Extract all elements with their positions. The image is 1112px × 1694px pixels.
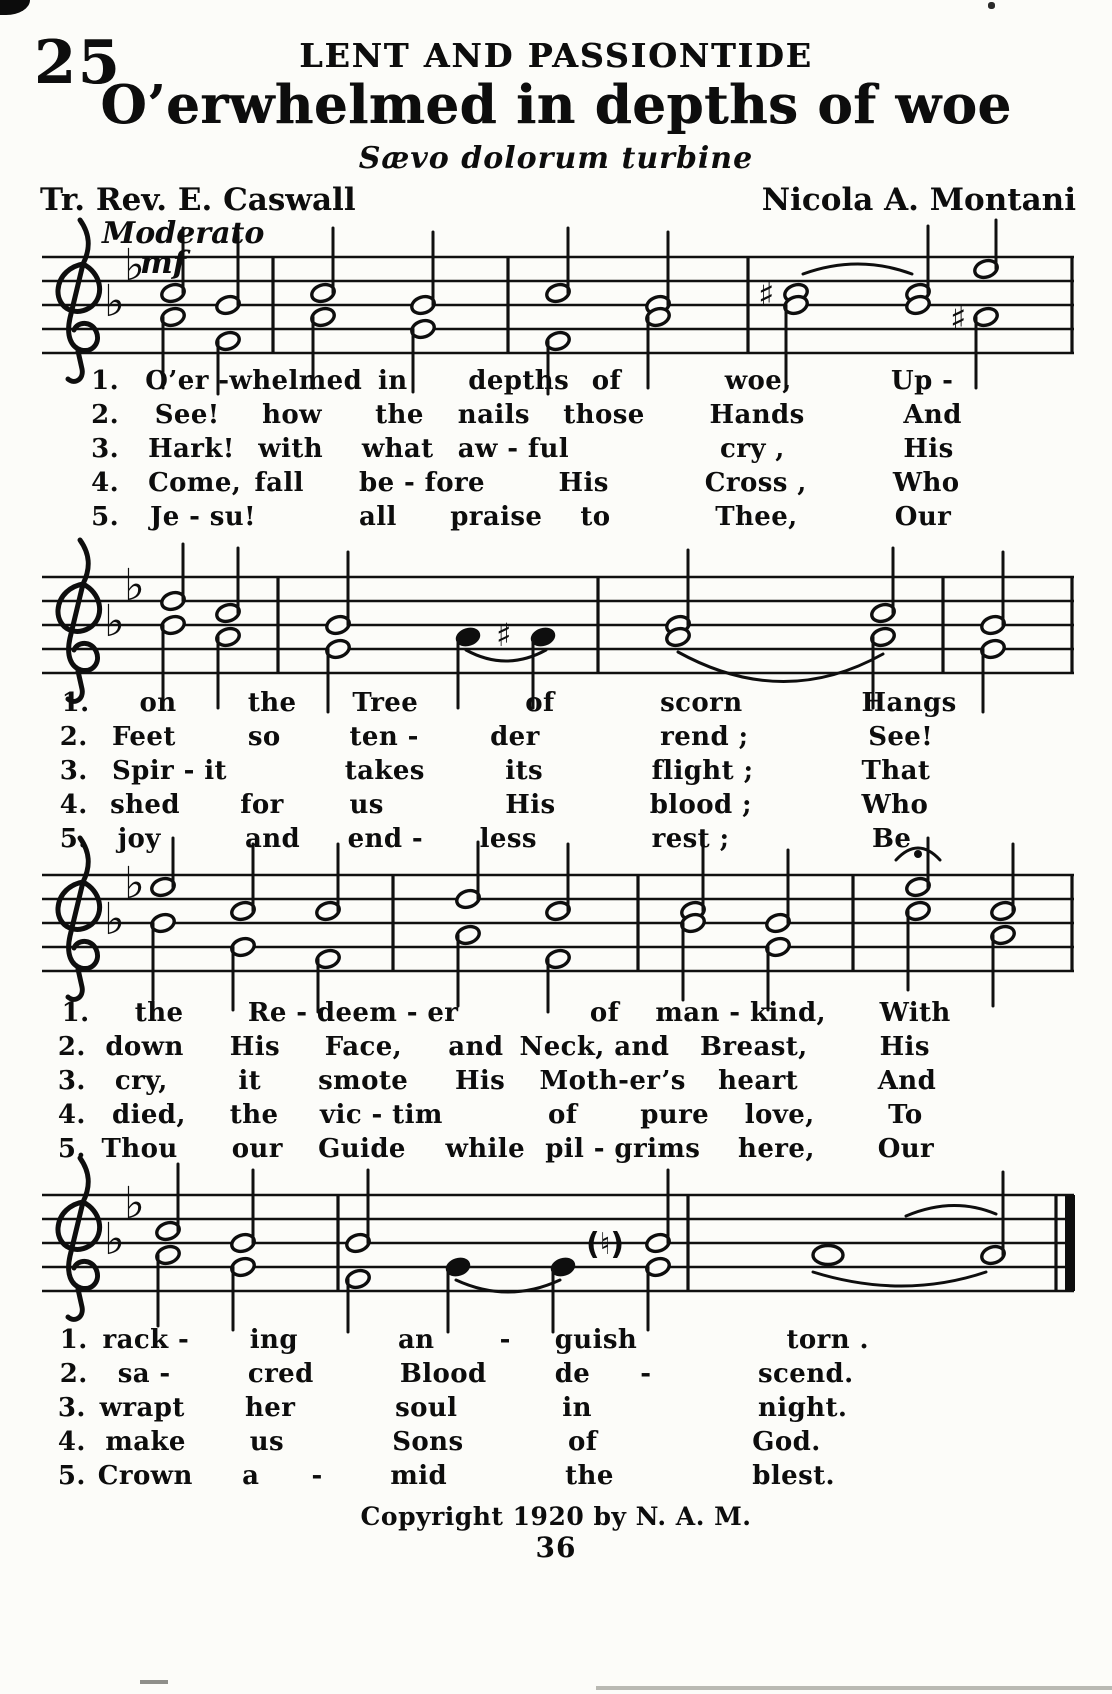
lyric-syllable: cry, <box>114 1066 168 1096</box>
verse-line <box>55 434 1005 468</box>
verse-line <box>55 1427 1005 1461</box>
svg-text:♭: ♭ <box>104 276 125 327</box>
note-chord <box>230 844 257 1010</box>
lyric-syllable: Sons <box>392 1427 464 1457</box>
lyric-syllable: 4. <box>57 1427 86 1457</box>
scan-artifact <box>596 1686 1112 1690</box>
note-chord <box>160 544 187 702</box>
lyric-syllable: Up - <box>891 366 954 396</box>
lyric-syllable: See! <box>868 722 934 752</box>
page-title: O’erwhelmed in depths of woe <box>100 74 1012 136</box>
lyric-syllable: 3. <box>59 756 88 786</box>
lyric-syllable: rend ; <box>660 722 749 752</box>
lyric-syllable: See! <box>154 400 220 430</box>
latin-title: Sævo dolorum turbine <box>358 141 754 176</box>
lyric-syllable: His <box>454 1066 506 1096</box>
lyric-syllable: Guide <box>318 1134 406 1164</box>
natural-sign: (♮) <box>586 1227 625 1262</box>
lyric-syllable: while <box>445 1134 526 1164</box>
lyric-syllable: woe, <box>724 366 792 396</box>
note-chord <box>315 844 342 1012</box>
lyric-syllable: 2. <box>59 722 88 752</box>
lyric-syllable: Spir - it <box>112 756 227 786</box>
lyric-syllable: 4. <box>91 468 120 498</box>
lyric-syllable: of <box>525 688 555 718</box>
copyright-notice: Copyright 1920 by N. A. M. <box>360 1502 752 1531</box>
lyric-syllable: our <box>231 1134 283 1164</box>
verse-line <box>55 366 1005 400</box>
lyric-syllable: the <box>247 688 297 718</box>
note-chord <box>665 550 692 648</box>
lyric-syllable: those <box>563 400 645 430</box>
lyric-syllable: love, <box>744 1100 815 1130</box>
lyric-syllable: With <box>879 998 951 1028</box>
lyric-syllable: end - <box>347 824 424 854</box>
lyric-syllable: pure <box>640 1100 710 1130</box>
svg-text:♭: ♭ <box>104 894 125 945</box>
lyric-syllable: Moth-er’s <box>539 1066 686 1096</box>
lyric-syllable: less <box>479 824 537 854</box>
lyric-syllable: Hands <box>709 400 805 430</box>
lyric-syllable: Je - su! <box>150 502 256 532</box>
lyric-syllable: an <box>397 1325 435 1355</box>
lyric-syllable: and <box>245 824 301 854</box>
lyric-syllable: make <box>105 1427 186 1457</box>
whole-note <box>813 1246 843 1265</box>
lyric-syllable: of <box>548 1100 578 1130</box>
lyric-syllable: Thou <box>101 1134 178 1164</box>
lyric-syllable: His <box>505 790 556 820</box>
note-chord <box>550 1256 577 1332</box>
lyric-syllable: of <box>591 366 622 396</box>
lyric-syllable: 3. <box>57 1066 86 1096</box>
verse-line <box>55 824 1005 858</box>
lyric-syllable: and <box>448 1032 504 1062</box>
lyric-syllable: of <box>568 1427 598 1457</box>
svg-text:♭: ♭ <box>124 240 145 291</box>
lyric-syllable: That <box>861 756 931 786</box>
lyric-syllable: died, <box>112 1100 186 1130</box>
ties <box>466 650 883 682</box>
lyric-syllable: soul <box>395 1393 458 1423</box>
note-chord <box>545 844 572 1012</box>
lyric-syllable: what <box>361 434 434 464</box>
note-chord <box>645 232 672 388</box>
lyric-syllable: Hark! <box>148 434 235 464</box>
lyric-syllable: for <box>240 790 284 820</box>
lyric-syllable: Thee, <box>715 502 798 532</box>
lyric-syllable: Face, <box>324 1032 403 1062</box>
lyric-syllable: her <box>245 1393 296 1423</box>
page-number: 36 <box>535 1531 577 1564</box>
lyric-syllable: Be <box>872 824 912 854</box>
lyric-syllable: Feet <box>112 722 176 752</box>
note-chord <box>905 226 932 316</box>
lyric-syllable: Crown <box>97 1461 193 1491</box>
composer-credit: Nicola A. Montani <box>761 182 1076 218</box>
lyric-syllable: And <box>877 1066 937 1096</box>
lyric-syllable: its <box>505 756 544 786</box>
lyric-syllable: 5. <box>91 502 120 532</box>
lyric-syllable: the <box>229 1100 279 1130</box>
lyric-syllable: His <box>229 1032 281 1062</box>
note-chord <box>310 228 337 388</box>
lyric-syllable: 2. <box>57 1032 86 1062</box>
staff-lines <box>42 1195 1074 1291</box>
verse-block-1 <box>55 366 1005 536</box>
lyric-syllable: night. <box>758 1393 848 1423</box>
lyric-syllable: pil - grims <box>545 1134 701 1164</box>
lyric-syllable: on <box>139 688 177 718</box>
lyric-syllable: sa - <box>117 1359 171 1389</box>
verse-line <box>55 1461 1005 1495</box>
lyric-syllable: in <box>378 366 408 396</box>
note-chord <box>905 838 932 990</box>
lyric-syllable: 1. <box>61 688 90 718</box>
lyric-syllable: der <box>490 722 540 752</box>
lyric-syllable: - <box>499 1325 511 1355</box>
lyric-syllable: 5. <box>59 824 88 854</box>
lyric-syllable: all <box>359 502 397 532</box>
lyric-syllable: His <box>558 468 609 498</box>
lyric-syllable: man - kind, <box>655 998 826 1028</box>
lyric-syllable: fall <box>254 468 304 498</box>
svg-text:♭: ♭ <box>104 596 125 647</box>
verse-line <box>55 1393 1005 1427</box>
lyric-syllable: aw - ful <box>457 434 570 464</box>
treble-clef-icon <box>58 838 100 999</box>
key-signature <box>104 240 145 327</box>
lyric-syllable: a <box>242 1461 260 1491</box>
note-chord <box>445 1256 472 1332</box>
lyric-syllable: scorn <box>660 688 743 718</box>
lyric-syllable: 3. <box>57 1393 86 1423</box>
lyric-syllable: shed <box>110 790 180 820</box>
translator-credit: Tr. Rev. E. Caswall <box>40 182 356 218</box>
lyric-syllable: Come, <box>148 468 242 498</box>
notes <box>150 838 1017 1012</box>
note-chord <box>870 548 897 708</box>
lyric-syllable: it <box>238 1066 262 1096</box>
lyric-syllable: heart <box>718 1066 799 1096</box>
verse-line <box>55 1359 1005 1393</box>
notes <box>160 544 1007 712</box>
verse-line <box>55 1066 1005 1100</box>
lyric-syllable: the <box>134 998 184 1028</box>
lyric-syllable: Breast, <box>700 1032 808 1062</box>
lyric-syllable: depths <box>468 366 570 396</box>
verse-line <box>55 998 1005 1032</box>
lyric-syllable: guish <box>554 1325 638 1355</box>
lyric-syllable: blest. <box>752 1461 835 1491</box>
dynamic-marking: mf <box>140 245 187 281</box>
sharp-sign: ♯ <box>496 616 512 654</box>
lyric-syllable: how <box>262 400 322 430</box>
lyric-syllable: 1. <box>61 998 90 1028</box>
lyric-syllable: - <box>640 1359 652 1389</box>
scan-artifact <box>0 0 30 15</box>
lyric-syllable: takes <box>344 756 425 786</box>
lyric-syllable: Our <box>877 1134 935 1164</box>
lyric-syllable: us <box>249 1427 285 1457</box>
staff-4 <box>36 1150 1080 1340</box>
lyric-syllable: nails <box>457 400 530 430</box>
note-chord <box>150 838 177 1000</box>
lyric-syllable: 2. <box>59 1359 88 1389</box>
verse-line <box>55 790 1005 824</box>
tempo-marking: Moderato <box>102 216 265 251</box>
note-chord <box>215 548 242 708</box>
verse-line <box>55 1100 1005 1134</box>
lyric-syllable: of <box>589 998 620 1028</box>
lyric-syllable: rest ; <box>651 824 730 854</box>
scan-artifact <box>988 2 995 9</box>
verse-line <box>55 1032 1005 1066</box>
lyric-syllable: 4. <box>59 790 88 820</box>
lyric-syllable: smote <box>318 1066 409 1096</box>
lyric-syllable: Tree <box>352 688 419 718</box>
verse-line <box>55 722 1005 756</box>
lyric-syllable: And <box>903 400 962 430</box>
lyric-syllable: To <box>888 1100 923 1130</box>
key-signature <box>104 858 145 945</box>
lyric-syllable: blood ; <box>649 790 753 820</box>
lyric-syllable: 4. <box>57 1100 86 1130</box>
lyric-syllable: His <box>903 434 954 464</box>
tie <box>803 264 912 274</box>
lyric-syllable: cred <box>247 1359 314 1389</box>
lyric-syllable: Re - deem - er <box>247 998 459 1028</box>
verse-line <box>55 1325 1005 1359</box>
lyric-syllable: down <box>105 1032 184 1062</box>
lyric-syllable: 5. <box>57 1134 86 1164</box>
lyric-syllable: scend. <box>758 1359 854 1389</box>
sharp-sign: ♯ <box>950 299 967 339</box>
svg-text:♭: ♭ <box>124 858 145 909</box>
section-heading: LENT AND PASSIONTIDE <box>299 36 813 75</box>
note-chord <box>990 844 1017 1006</box>
verse-line <box>55 1134 1005 1168</box>
lyric-syllable: mid <box>390 1461 448 1491</box>
lyric-syllable: to <box>580 502 611 532</box>
lyric-syllable: His <box>879 1032 930 1062</box>
lyric-syllable: ten - <box>349 722 419 752</box>
lyric-syllable: praise <box>450 502 543 532</box>
key-signature <box>104 1178 145 1265</box>
lyric-syllable: here, <box>738 1134 815 1164</box>
lyric-syllable: wrapt <box>99 1393 185 1423</box>
verse-line <box>55 468 1005 502</box>
verse-line <box>55 756 1005 790</box>
lyric-syllable: O’er -whelmed <box>145 366 363 396</box>
verse-line <box>55 688 1005 722</box>
lyric-syllable: cry , <box>720 434 785 464</box>
lyric-syllable: with <box>258 434 324 464</box>
lyric-syllable: Who <box>892 468 960 498</box>
lyric-syllable: vic - tim <box>320 1100 443 1130</box>
lyric-syllable: us <box>349 790 384 820</box>
lyric-syllable: Hangs <box>861 688 957 718</box>
lyric-syllable: ing <box>249 1325 298 1355</box>
staff-lines <box>42 577 1074 673</box>
verse-line <box>55 502 1005 536</box>
lyric-syllable: 3. <box>91 434 120 464</box>
key-signature <box>104 560 145 647</box>
note-chord <box>680 844 707 1000</box>
verse-line <box>55 400 1005 434</box>
lyric-syllable: torn . <box>786 1325 869 1355</box>
lyric-syllable: flight ; <box>651 756 754 786</box>
treble-clef-icon <box>58 1158 100 1319</box>
lyric-syllable: God. <box>752 1427 821 1457</box>
verse-block-3 <box>55 998 1005 1168</box>
treble-clef-icon <box>58 540 100 701</box>
lyric-syllable: so <box>247 722 281 752</box>
lyric-syllable: joy <box>117 824 161 854</box>
treble-clef-icon <box>58 220 100 381</box>
lyric-syllable: 1. <box>59 1325 88 1355</box>
lyric-syllable: Our <box>894 502 952 532</box>
lyric-syllable: 1. <box>91 366 120 396</box>
note-chord <box>155 1164 182 1326</box>
lyric-syllable: Neck, and <box>519 1032 670 1062</box>
lyric-syllable: Cross , <box>704 468 807 498</box>
svg-text:♭: ♭ <box>124 560 145 611</box>
staff-3 <box>36 830 1080 1020</box>
lyric-syllable: in <box>562 1393 592 1423</box>
svg-text:♭: ♭ <box>104 1214 125 1265</box>
lyric-syllable: the <box>375 400 424 430</box>
scan-artifact <box>140 1680 168 1684</box>
verse-block-2 <box>55 688 1005 858</box>
lyric-syllable: the <box>565 1461 614 1491</box>
lyric-syllable: Blood <box>399 1359 487 1389</box>
lyric-syllable: 5. <box>57 1461 86 1491</box>
lyric-syllable: de <box>554 1359 591 1389</box>
lyric-syllable: 2. <box>91 400 120 430</box>
lyric-syllable: be - fore <box>359 468 485 498</box>
notes <box>155 1164 1007 1332</box>
sharp-sign: ♯ <box>758 275 775 315</box>
lyric-syllable: - <box>311 1461 323 1491</box>
lyric-syllable: Who <box>861 790 929 820</box>
verse-block-4 <box>55 1325 1005 1495</box>
lyric-syllable: rack - <box>102 1325 190 1355</box>
svg-text:♭: ♭ <box>124 1178 145 1229</box>
hymn-number: 25 <box>34 28 122 98</box>
